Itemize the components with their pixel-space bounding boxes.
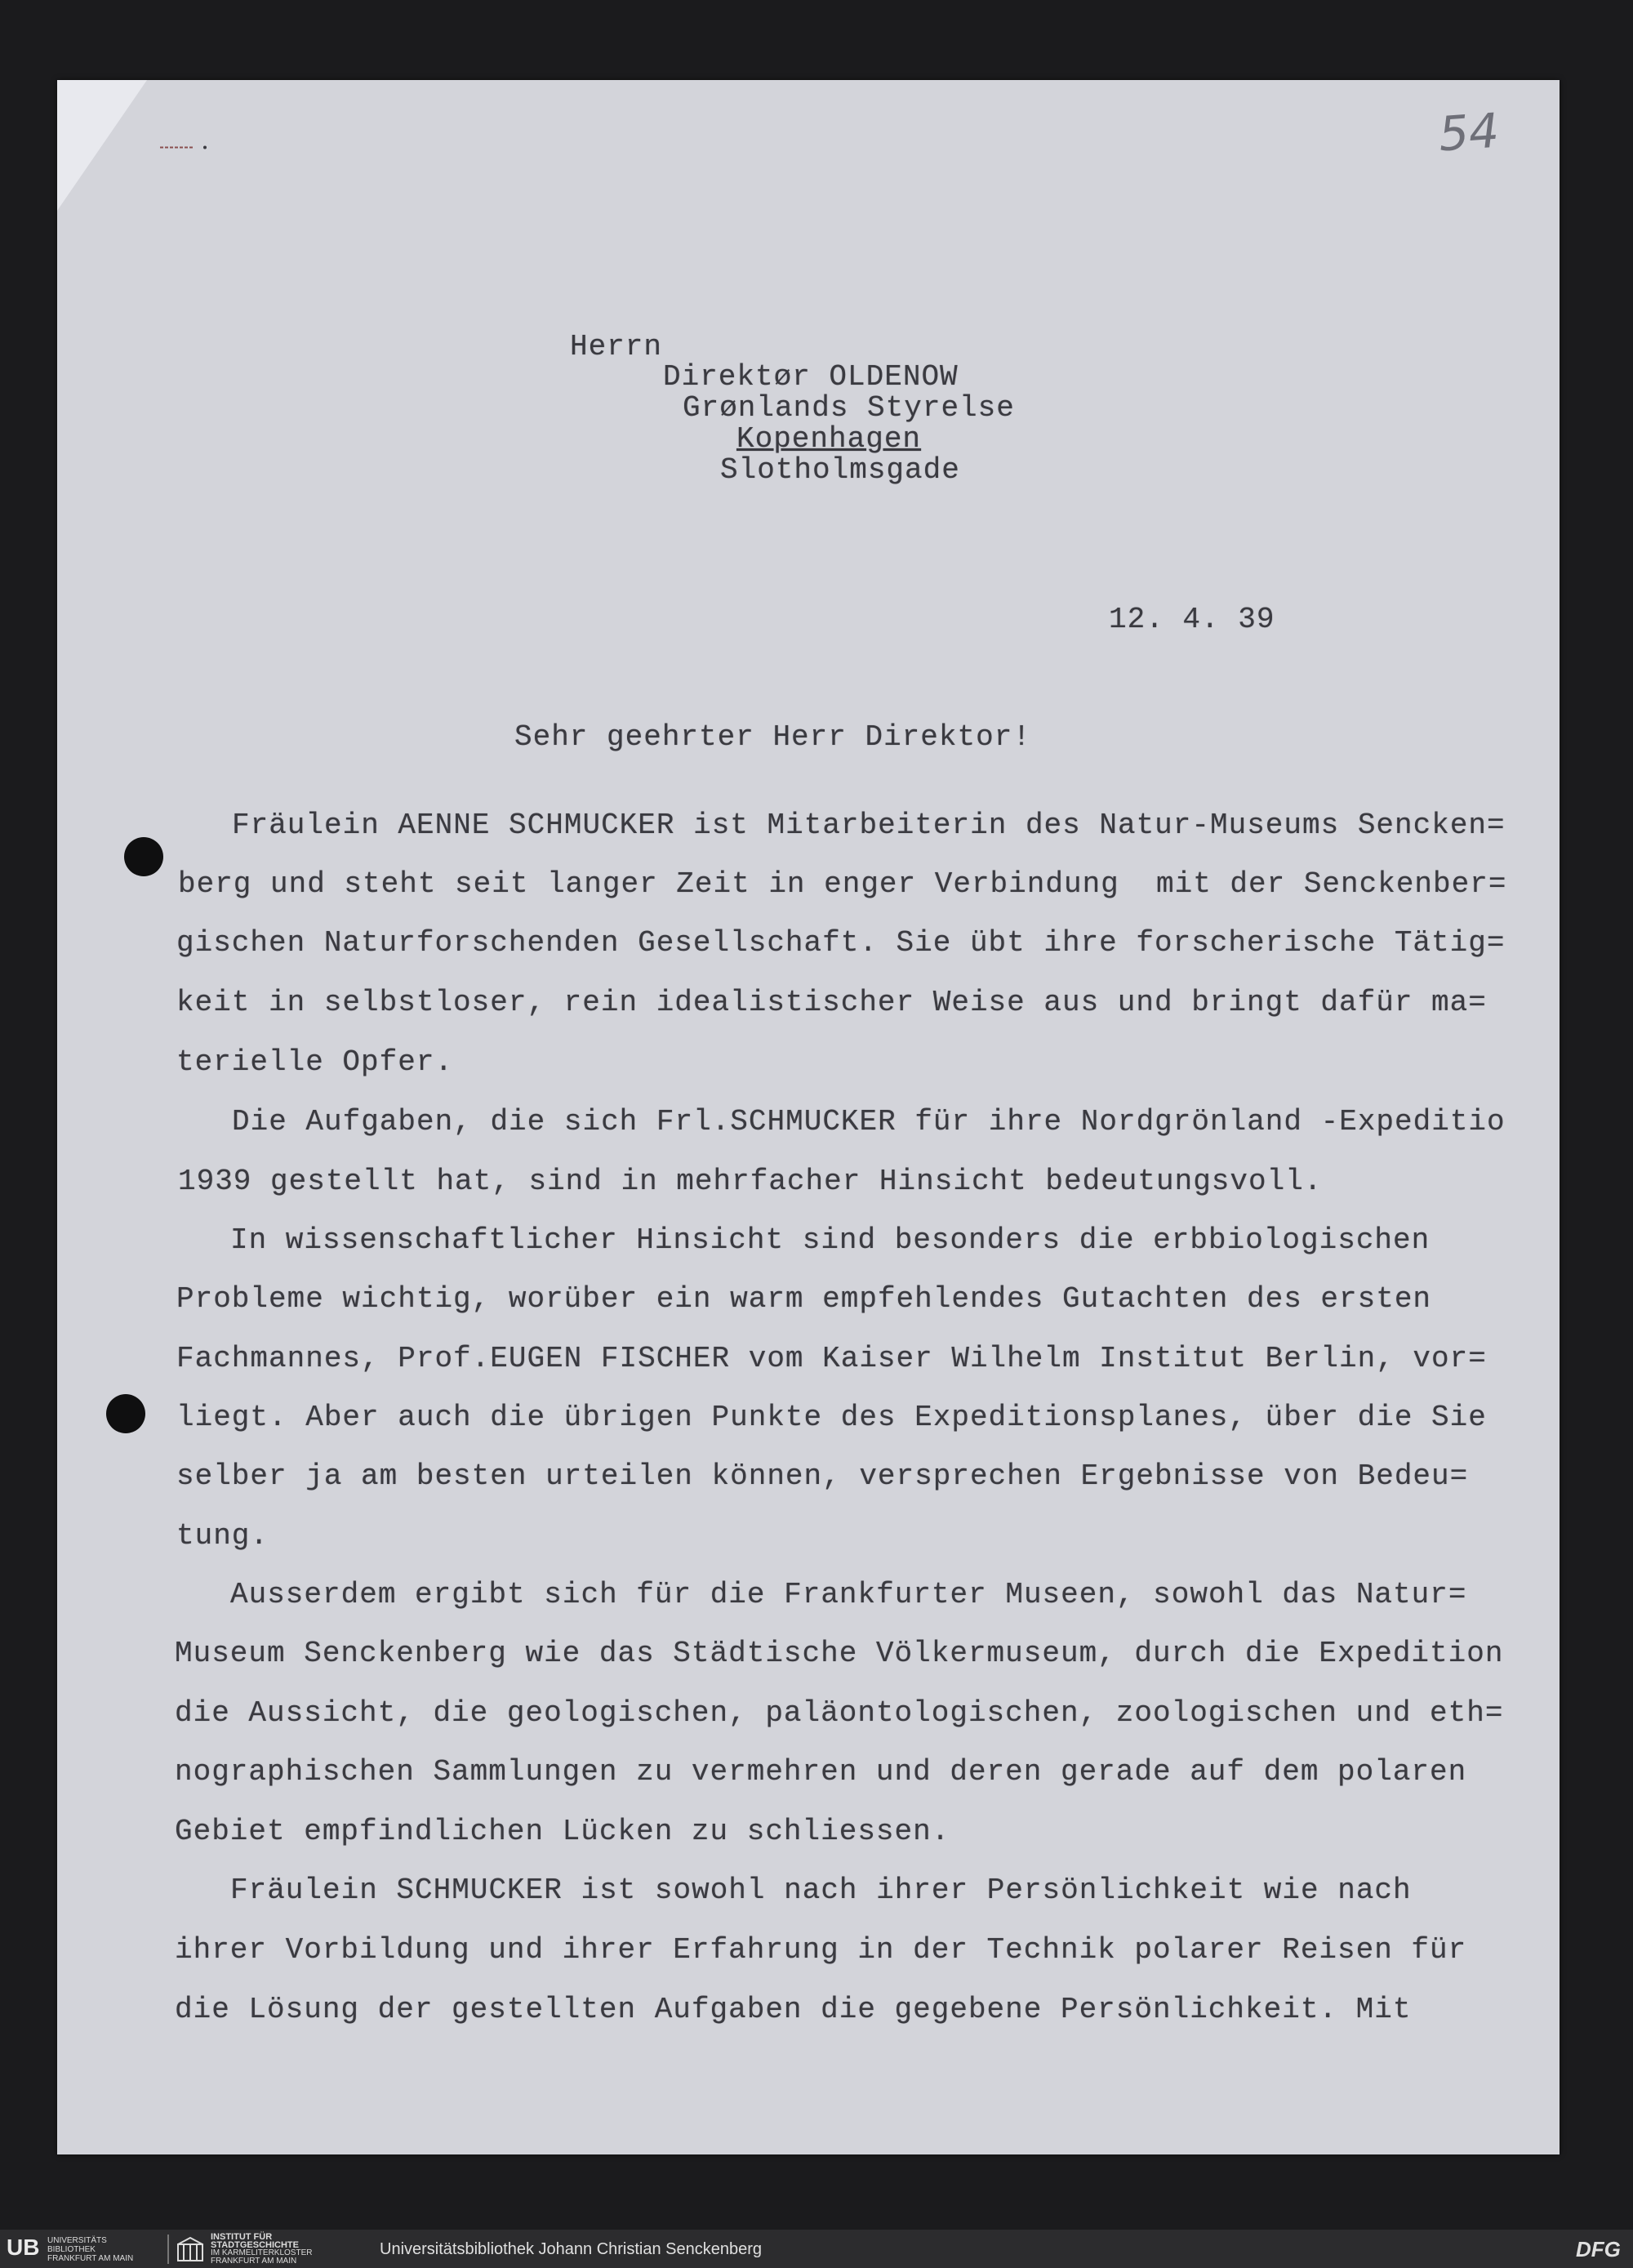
pen-mark-icon xyxy=(160,145,209,149)
body-line: Ausserdem ergibt sich für die Frankfurter Museen, sowohl das Natur= xyxy=(230,1578,1467,1611)
body-line: berg und steht seit langer Zeit in enger Verbindung mit der Senckenber= xyxy=(178,867,1507,901)
body-line: Fachmannes, Prof.EUGEN FISCHER vom Kaiser Wilhelm Institut Berlin, vor= xyxy=(176,1342,1487,1375)
body-line: Museum Senckenberg wie das Städtische Völkermuseum, durch die Expedition xyxy=(175,1637,1504,1670)
dfg-logo: DFG xyxy=(1576,2237,1621,2261)
folded-corner xyxy=(57,80,147,211)
punch-hole xyxy=(106,1394,145,1433)
isg-logo-icon xyxy=(176,2236,204,2262)
footer-library-name: Universitätsbibliothek Johann Christian Senckenberg xyxy=(380,2240,763,2258)
body-line: In wissenschaftlicher Hinsicht sind besonders die erbbiologischen xyxy=(230,1223,1431,1257)
body-line: nographischen Sammlungen zu vermehren und deren gerade auf dem polaren xyxy=(175,1755,1467,1789)
body-line: Die Aufgaben, die sich Frl.SCHMUCKER für ihre Nordgrönland -Expeditio xyxy=(232,1105,1506,1138)
body-line: Probleme wichtig, worüber ein warm empfehlendes Gutachten des ersten xyxy=(176,1282,1432,1316)
footer-separator xyxy=(167,2235,169,2264)
punch-hole xyxy=(124,837,163,876)
body-line: liegt. Aber auch die übrigen Punkte des Expeditionsplanes, über die Sie xyxy=(176,1401,1487,1434)
ub-logo-text: UNIVERSITÄTS BIBLIOTHEK FRANKFURT AM MAIN xyxy=(47,2236,134,2263)
isg-logo-text: INSTITUT FÜR STADTGESCHICHTE IM KARMELITERKLOSTER FRANKFURT AM MAIN xyxy=(211,2232,313,2266)
letter-greeting: Sehr geehrter Herr Direktor! xyxy=(514,720,1031,754)
letter-date: 12. 4. 39 xyxy=(1109,603,1275,636)
body-line: ihrer Vorbildung und ihrer Erfahrung in der Technik polarer Reisen für xyxy=(175,1933,1467,1967)
address-organization: Grønlands Styrelse xyxy=(683,391,1015,425)
body-line: Gebiet empfindlichen Lücken zu schliessen. xyxy=(175,1815,950,1848)
page-number: 54 xyxy=(1436,102,1502,163)
body-line: keit in selbstloser, rein idealistischer Weise aus und bringt dafür ma= xyxy=(176,986,1487,1019)
ub-logo: UB xyxy=(7,2235,40,2260)
address-salutation: Herrn xyxy=(570,330,663,363)
address-street: Slotholmsgade xyxy=(720,453,960,487)
body-line: terielle Opfer. xyxy=(176,1045,454,1079)
body-line: Fräulein SCHMUCKER ist sowohl nach ihrer Persönlichkeit wie nach xyxy=(230,1874,1412,1907)
address-name: Direktør OLDENOW xyxy=(663,360,959,394)
body-line: gischen Naturforschenden Gesellschaft. Sie übt ihre forscherische Tätig= xyxy=(176,926,1506,960)
body-line: Fräulein AENNE SCHMUCKER ist Mitarbeiterin des Natur-Museums Sencken= xyxy=(232,809,1506,842)
body-line: die Lösung der gestellten Aufgaben die gegebene Persönlichkeit. Mit xyxy=(175,1993,1412,2026)
footer-bar xyxy=(0,2230,1633,2268)
address-city: Kopenhagen xyxy=(736,422,922,456)
body-line: 1939 gestellt hat, sind in mehrfacher Hinsicht bedeutungsvoll. xyxy=(178,1165,1323,1198)
body-line: selber ja am besten urteilen können, versprechen Ergebnisse von Bedeu= xyxy=(176,1459,1469,1493)
body-line: tung. xyxy=(176,1519,269,1553)
body-line: die Aussicht, die geologischen, paläontologischen, zoologischen und eth= xyxy=(175,1696,1504,1730)
